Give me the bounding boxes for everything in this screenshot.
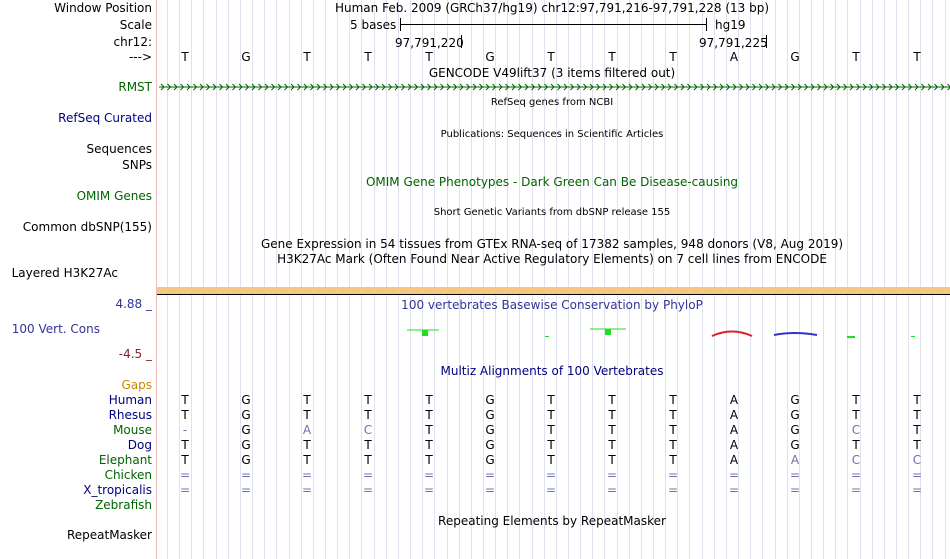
- reference-base: T: [425, 50, 433, 64]
- reference-base: T: [852, 50, 860, 64]
- reference-base: T: [913, 50, 921, 64]
- alignment-base: T: [364, 438, 372, 452]
- alignment-base: G: [790, 393, 800, 407]
- alignment-base: T: [608, 423, 616, 437]
- alignment-base: =: [179, 468, 191, 482]
- dbsnp-track-title[interactable]: Short Genetic Variants from dbSNP release 155: [433, 207, 671, 218]
- assembly-label: hg19: [715, 18, 746, 32]
- alignment-base: T: [181, 393, 189, 407]
- alignment-base: G: [790, 423, 800, 437]
- alignment-base: A: [729, 408, 739, 422]
- alignment-base: =: [728, 483, 740, 497]
- alignment-base: =: [789, 468, 801, 482]
- reference-base: T: [181, 50, 189, 64]
- alignment-base: =: [850, 483, 862, 497]
- alignment-base: T: [303, 408, 311, 422]
- scale-bar-line: [400, 24, 707, 25]
- label-refseq-curated[interactable]: RefSeq Curated: [58, 111, 152, 125]
- coordinate-tick-2: [766, 35, 767, 48]
- scale-bar-right-tick: [706, 18, 707, 31]
- alignment-base: T: [608, 453, 616, 467]
- alignment-base: =: [606, 483, 618, 497]
- alignment-base: T: [303, 438, 311, 452]
- alignment-base: T: [303, 453, 311, 467]
- label-cons-max: 4.88 _: [115, 297, 152, 311]
- coordinate-label-2: 97,791,225: [699, 36, 768, 50]
- alignment-base: =: [545, 468, 557, 482]
- alignment-base: G: [241, 453, 251, 467]
- alignment-base: =: [667, 483, 679, 497]
- label-repeatmasker[interactable]: RepeatMasker: [66, 528, 152, 542]
- alignment-base: T: [547, 453, 555, 467]
- scale-bar-left-tick: [400, 18, 401, 31]
- alignment-base: =: [911, 483, 923, 497]
- alignment-base: =: [423, 468, 435, 482]
- alignment-base: C: [363, 423, 373, 437]
- alignment-base: T: [852, 438, 860, 452]
- alignment-base: T: [913, 423, 921, 437]
- label-rmst[interactable]: RMST: [118, 80, 152, 94]
- alignment-base: A: [729, 393, 739, 407]
- label-gaps[interactable]: Gaps: [121, 378, 152, 392]
- alignment-base: =: [606, 468, 618, 482]
- alignment-base: G: [485, 438, 495, 452]
- alignment-base: T: [547, 408, 555, 422]
- alignment-base: =: [301, 483, 313, 497]
- alignment-base: T: [181, 408, 189, 422]
- alignment-base: A: [790, 453, 800, 467]
- alignment-base: G: [485, 453, 495, 467]
- h3k27ac-signal-bar[interactable]: [157, 287, 950, 295]
- alignment-base: T: [669, 438, 677, 452]
- reference-base: T: [364, 50, 372, 64]
- alignment-base: A: [302, 423, 312, 437]
- alignment-base: =: [789, 483, 801, 497]
- species-label[interactable]: Elephant: [98, 453, 152, 467]
- alignment-base: -: [182, 423, 188, 437]
- alignment-base: T: [669, 393, 677, 407]
- reference-base: T: [547, 50, 555, 64]
- alignment-base: T: [425, 408, 433, 422]
- coordinate-label-1: 97,791,220: [395, 36, 464, 50]
- multiz-track-title[interactable]: Multiz Alignments of 100 Vertebrates: [440, 364, 664, 378]
- scale-bases-label: 5 bases: [350, 18, 397, 32]
- coordinate-tick-1: [461, 35, 462, 48]
- window-position-text: Human Feb. 2009 (GRCh37/hg19) chr12:97,791,216-97,791,228 (13 bp): [334, 1, 770, 15]
- label-window-position[interactable]: Window Position: [54, 1, 152, 15]
- label-strand-arrow[interactable]: --->: [128, 50, 152, 64]
- alignment-base: C: [851, 423, 861, 437]
- alignment-base: =: [911, 468, 923, 482]
- alignment-base: G: [485, 423, 495, 437]
- refseq-track-title[interactable]: RefSeq genes from NCBI: [490, 97, 614, 108]
- alignment-base: T: [852, 408, 860, 422]
- alignment-base: =: [728, 468, 740, 482]
- repeatmasker-track-title[interactable]: Repeating Elements by RepeatMasker: [438, 514, 666, 528]
- publications-track-title[interactable]: Publications: Sequences in Scientific Articles: [440, 129, 664, 140]
- alignment-base: T: [303, 393, 311, 407]
- reference-base: T: [608, 50, 616, 64]
- alignment-base: C: [912, 453, 922, 467]
- alignment-base: T: [425, 438, 433, 452]
- alignment-base: =: [545, 483, 557, 497]
- alignment-base: T: [425, 453, 433, 467]
- alignment-base: T: [913, 438, 921, 452]
- alignment-base: =: [484, 483, 496, 497]
- alignment-base: T: [913, 408, 921, 422]
- label-snps[interactable]: SNPs: [122, 158, 152, 172]
- alignment-base: T: [425, 393, 433, 407]
- reference-base: G: [790, 50, 800, 64]
- alignment-base: G: [485, 408, 495, 422]
- alignment-base: T: [669, 408, 677, 422]
- label-100-vert-cons[interactable]: 100 Vert. Cons: [11, 322, 100, 336]
- rmst-gene-feature[interactable]: [159, 82, 950, 92]
- h3k27ac-track-title[interactable]: H3K27Ac Mark (Often Found Near Active Regulatory Elements) on 7 cell lines from ENCODE: [277, 252, 827, 266]
- alignment-base: =: [240, 483, 252, 497]
- species-label[interactable]: Rhesus: [108, 408, 152, 422]
- alignment-base: T: [181, 453, 189, 467]
- phylop-track-title[interactable]: 100 vertebrates Basewise Conservation by PhyloP: [401, 298, 703, 312]
- label-common-dbsnp[interactable]: Common dbSNP(155): [22, 220, 152, 234]
- alignment-base: T: [608, 393, 616, 407]
- alignment-base: T: [364, 408, 372, 422]
- alignment-base: A: [729, 438, 739, 452]
- alignment-base: T: [669, 453, 677, 467]
- alignment-base: =: [667, 468, 679, 482]
- reference-base: T: [303, 50, 311, 64]
- alignment-base: G: [241, 438, 251, 452]
- label-sequences[interactable]: Sequences: [86, 142, 152, 156]
- phylop-signal-plot[interactable]: [157, 322, 950, 346]
- alignment-base: =: [301, 468, 313, 482]
- alignment-base: A: [729, 453, 739, 467]
- alignment-base: =: [362, 468, 374, 482]
- species-label[interactable]: Human: [108, 393, 152, 407]
- alignment-base: T: [547, 438, 555, 452]
- alignment-base: =: [850, 468, 862, 482]
- alignment-base: T: [608, 408, 616, 422]
- gtex-track-title[interactable]: Gene Expression in 54 tissues from GTEx RNA-seq of 17382 samples, 948 donors (V8, Aug 2019): [260, 237, 844, 251]
- alignment-base: T: [547, 423, 555, 437]
- species-label[interactable]: Dog: [127, 438, 152, 452]
- species-label[interactable]: Zebrafish: [95, 498, 152, 512]
- label-chrom[interactable]: chr12:: [113, 35, 152, 49]
- alignment-base: G: [241, 393, 251, 407]
- species-label[interactable]: Mouse: [113, 423, 152, 437]
- alignment-base: G: [485, 393, 495, 407]
- alignment-base: A: [729, 423, 739, 437]
- reference-base: T: [669, 50, 677, 64]
- alignment-base: G: [790, 408, 800, 422]
- track-labels-column: [0, 0, 157, 559]
- alignment-base: T: [364, 393, 372, 407]
- alignment-base: T: [364, 453, 372, 467]
- alignment-base: G: [790, 438, 800, 452]
- species-label[interactable]: X_tropicalis: [83, 483, 152, 497]
- alignment-base: G: [241, 423, 251, 437]
- label-scale[interactable]: Scale: [119, 18, 152, 32]
- label-omim-genes[interactable]: OMIM Genes: [76, 189, 152, 203]
- alignment-base: G: [241, 408, 251, 422]
- alignment-base: C: [851, 453, 861, 467]
- gencode-track-title[interactable]: GENCODE V49lift37 (3 items filtered out): [428, 66, 676, 80]
- alignment-base: T: [425, 423, 433, 437]
- alignment-base: T: [669, 423, 677, 437]
- omim-track-title[interactable]: OMIM Gene Phenotypes - Dark Green Can Be Disease-causing: [365, 175, 739, 189]
- reference-base: A: [729, 50, 739, 64]
- alignment-base: =: [179, 483, 191, 497]
- alignment-base: T: [181, 438, 189, 452]
- label-cons-min: -4.5 _: [118, 347, 152, 361]
- alignment-base: =: [240, 468, 252, 482]
- species-label[interactable]: Chicken: [104, 468, 152, 482]
- alignment-base: T: [852, 393, 860, 407]
- genome-browser-track-area[interactable]: [157, 0, 950, 559]
- alignment-base: T: [913, 393, 921, 407]
- alignment-base: T: [547, 393, 555, 407]
- label-layered-h3k27ac[interactable]: Layered H3K27Ac: [11, 266, 118, 280]
- alignment-base: T: [608, 438, 616, 452]
- alignment-base: =: [423, 483, 435, 497]
- reference-base: G: [241, 50, 251, 64]
- alignment-base: =: [484, 468, 496, 482]
- alignment-base: =: [362, 483, 374, 497]
- reference-base: G: [485, 50, 495, 64]
